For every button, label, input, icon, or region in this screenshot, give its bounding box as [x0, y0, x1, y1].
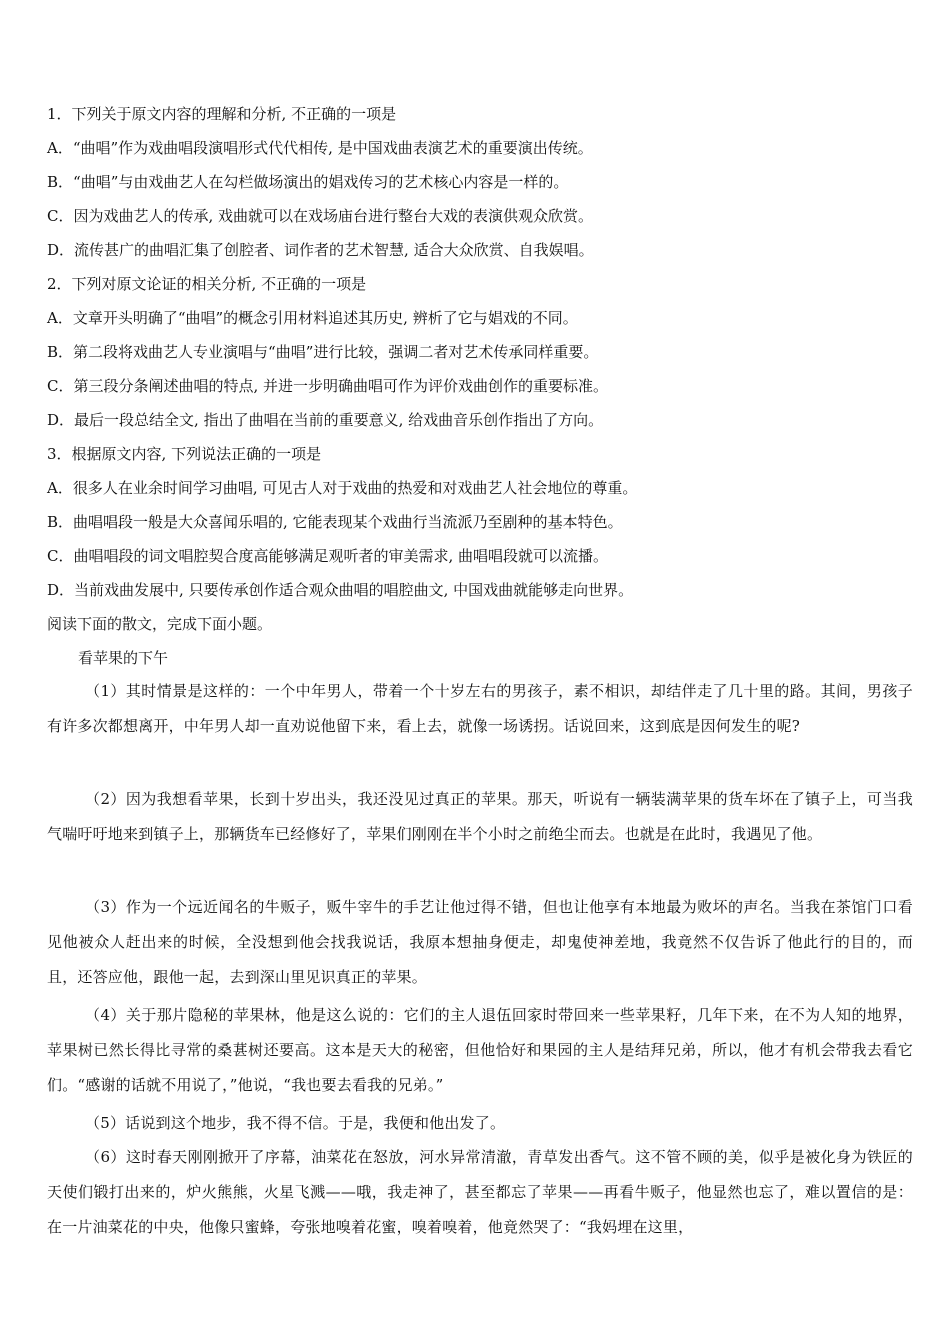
question-2-option-a: A．文章开头明确了“曲唱”的概念引用材料追述其历史, 辨析了它与娼戏的不同。 — [47, 309, 578, 327]
question-3-stem: 3．根据原文内容, 下列说法正确的一项是 — [47, 445, 322, 463]
essay-title: 看苹果的下午 — [78, 649, 169, 667]
question-3-option-a: A．很多人在业余时间学习曲唱, 可见古人对于戏曲的热爱和对戏曲艺人社会地位的尊重。 — [47, 479, 638, 497]
question-1-option-d: D．流传甚广的曲唱汇集了创腔者、词作者的艺术智慧, 适合大众欣赏、自我娱唱。 — [47, 241, 594, 259]
question-3-option-c: C．曲唱唱段的词文唱腔契合度高能够满足观听者的审美需求, 曲唱唱段就可以流播。 — [47, 547, 609, 565]
question-3-option-d: D．当前戏曲发展中, 只要传承创作适合观众曲唱的唱腔曲文, 中国戏曲就能够走向世界。 — [47, 581, 634, 599]
question-1-option-b: B．“曲唱”与由戏曲艺人在勾栏做场演出的娼戏传习的艺术核心内容是一样的。 — [47, 173, 569, 191]
essay-paragraph-4: （4）关于那片隐秘的苹果林，他是这么说的：它们的主人退伍回家时带回来一些苹果籽，几年下来，在不为人知的地界，苹果树已然长得比寻常的桑葚树还要高。这本是天大的秘密，但他恰好和果园的主人是结拜兄弟，所以，他才有机会带我去看它们。“感谢的话就不用说了，”他说，“我也要去看我的兄弟。” — [47, 1006, 913, 1094]
essay-paragraph-1: （1）其时情景是这样的：一个中年男人，带着一个十岁左右的男孩子，素不相识，却结伴走了几十里的路。其间，男孩子有许多次都想离开，中年男人却一直劝说他留下来，看上去，就像一场诱拐。话说回来，这到底是因何发生的呢? — [47, 682, 913, 735]
reading-instruction: 阅读下面的散文，完成下面小题。 — [47, 615, 273, 633]
question-2-option-d: D．最后一段总结全文, 指出了曲唱在当前的重要意义, 给戏曲音乐创作指出了方向。 — [47, 411, 604, 429]
question-1-option-a: A．“曲唱”作为戏曲唱段演唱形式代代相传, 是中国戏曲表演艺术的重要演出传统。 — [47, 139, 593, 157]
question-2-option-c: C．第三段分条阐述曲唱的特点, 并进一步明确曲唱可作为评价戏曲创作的重要标准。 — [47, 377, 609, 395]
essay-paragraph-5: （5）话说到这个地步，我不得不信。于是，我便和他出发了。 — [85, 1114, 506, 1132]
question-1-option-c: C．因为戏曲艺人的传承, 戏曲就可以在戏场庙台进行整台大戏的表演供观众欣赏。 — [47, 207, 594, 225]
question-2-option-b: B．第二段将戏曲艺人专业演唱与“曲唱”进行比较，强调二者对艺术传承同样重要。 — [47, 343, 599, 361]
essay-paragraph-2: （2）因为我想看苹果，长到十岁出头，我还没见过真正的苹果。那天，听说有一辆装满苹果的货车坏在了镇子上，可当我气喘吁吁地来到镇子上，那辆货车已经修好了，苹果们刚刚在半个小时之前绝尘而去。也就是在此时，我遇见了他。 — [47, 790, 913, 843]
essay-paragraph-6: （6）这时春天刚刚掀开了序幕，油菜花在怒放，河水异常清澈，青草发出香气。这不管不顾的美，似乎是被化身为铁匠的天使们锻打出来的，炉火熊熊，火星飞溅——哦，我走神了，甚至都忘了苹果——再看牛贩子，他显然也忘了，难以置信的是：在一片油菜花的中央，他像只蜜蜂，夸张地嗅着花蜜，嗅着嗅着，他竟然哭了：“我妈埋在这里， — [47, 1148, 913, 1236]
question-2-stem: 2．下列对原文论证的相关分析, 不正确的一项是 — [47, 275, 367, 293]
question-3-option-b: B．曲唱唱段一般是大众喜闻乐唱的, 它能表现某个戏曲行当流派乃至剧种的基本特色。 — [47, 513, 623, 531]
essay-paragraph-3: （3）作为一个远近闻名的牛贩子，贩牛宰牛的手艺让他过得不错，但也让他享有本地最为败坏的声名。当我在茶馆门口看见他被众人赶出来的时候，全没想到他会找我说话，我原本想抽身便走，却鬼使神差地，我竟然不仅告诉了他此行的目的，而且，还答应他，跟他一起，去到深山里见识真正的苹果。 — [47, 898, 913, 986]
question-1-stem: 1．下列关于原文内容的理解和分析, 不正确的一项是 — [47, 105, 397, 123]
